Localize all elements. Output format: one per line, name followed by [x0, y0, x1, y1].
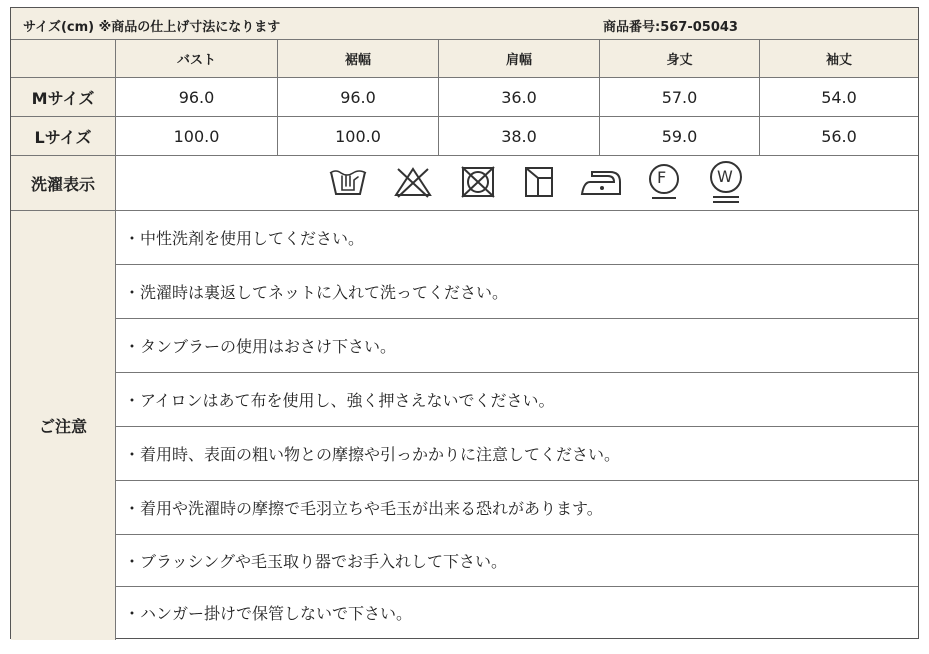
col-header-hem-width: 裾幅	[278, 40, 439, 78]
line-dry-shade-icon	[521, 164, 557, 200]
care-label: 洗濯表示	[11, 156, 116, 211]
iron-low-icon	[578, 164, 624, 200]
list-item: ・ハンガー掛けで保管しないで下さい。	[116, 587, 918, 638]
product-info-table	[10, 7, 919, 639]
no-tumble-dry-icon	[458, 164, 498, 200]
size-note: サイズ(cm) ※商品の仕上げ寸法になります	[23, 20, 281, 35]
col-header-sleeve-length: 袖丈	[760, 40, 918, 78]
table-cell: 100.0	[278, 117, 439, 156]
table-cell: 36.0	[439, 78, 600, 117]
table-cell: 56.0	[760, 117, 918, 156]
table-cell: 59.0	[600, 117, 760, 156]
table-cell: 57.0	[600, 78, 760, 117]
table-cell: 100.0	[116, 117, 278, 156]
table-cell: 38.0	[439, 117, 600, 156]
table-cell: 96.0	[116, 78, 278, 117]
col-header-body-length: 身丈	[600, 40, 760, 78]
care-symbols	[116, 156, 918, 211]
notes-label: ご注意	[11, 211, 116, 640]
col-header-shoulder-width: 肩幅	[439, 40, 600, 78]
list-item: ・着用時、表面の粗い物との摩擦や引っかかりに注意してください。	[116, 427, 918, 481]
table-header-bar	[11, 8, 918, 40]
list-item: ・ブラッシングや毛玉取り器でお手入れして下さい。	[116, 535, 918, 587]
row-label-l: Lサイズ	[11, 117, 116, 156]
table-cell: 54.0	[760, 78, 918, 117]
col-header-bust: バスト	[116, 40, 278, 78]
list-item: ・洗濯時は裏返してネットに入れて洗ってください。	[116, 265, 918, 319]
dry-clean-letter: F	[657, 168, 667, 187]
row-label-m: Mサイズ	[11, 78, 116, 117]
no-bleach-icon	[393, 164, 433, 200]
table-cell: 96.0	[278, 78, 439, 117]
list-item: ・着用や洗濯時の摩擦で毛羽立ちや毛玉が出来る恐れがあります。	[116, 481, 918, 535]
hand-wash-icon	[328, 164, 368, 200]
list-item: ・タンブラーの使用はおさけ下さい。	[116, 319, 918, 373]
corner-cell	[11, 40, 116, 78]
wet-clean-letter: W	[717, 167, 733, 186]
list-item: ・アイロンはあて布を使用し、強く押さえないでください。	[116, 373, 918, 427]
product-number: 商品番号:567-05043	[603, 20, 738, 35]
list-item: ・中性洗剤を使用してください。	[116, 211, 918, 265]
